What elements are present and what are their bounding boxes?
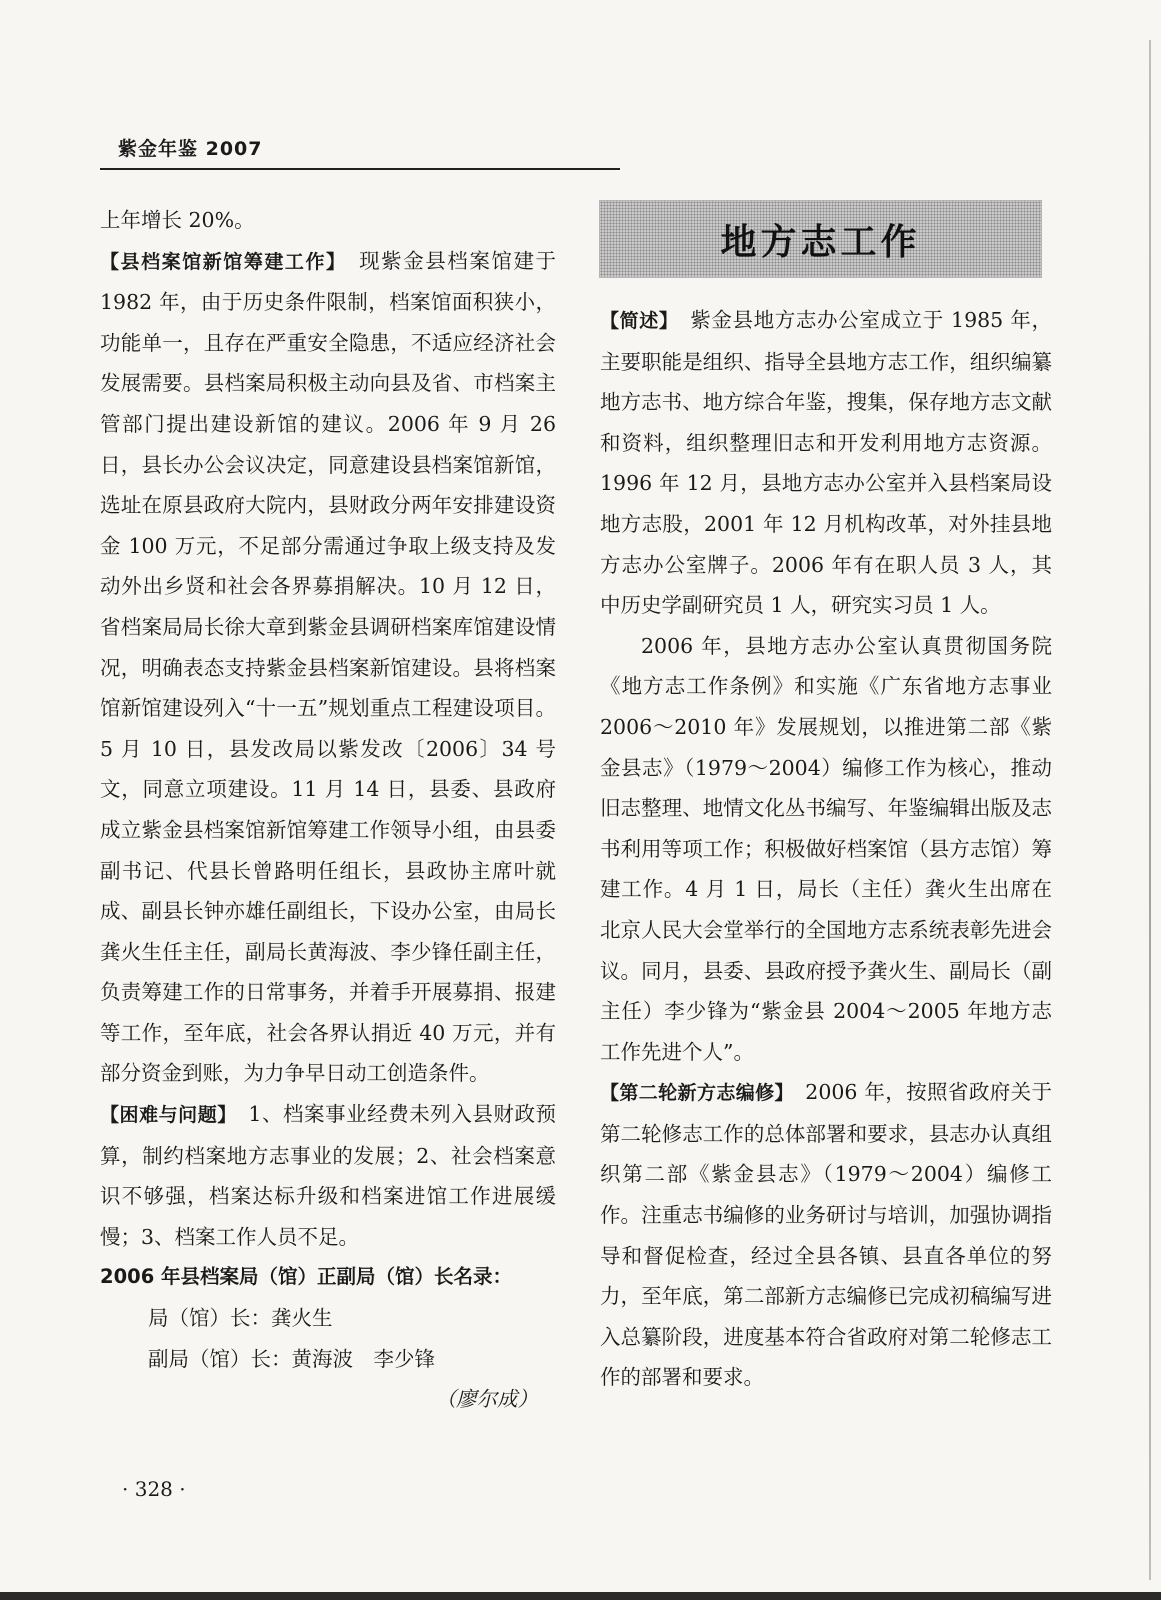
body-difficulties: 1、档案事业经费未列入县财政预算，制约档案地方志事业的发展；2、社会档案意识不够强，档案达标升级和档案进馆工作进展缓慢；3、档案工作人员不足。 xyxy=(100,1102,556,1249)
author-signature: （廖尔成） xyxy=(435,1387,538,1412)
heading-overview: 【简述】 xyxy=(600,310,670,332)
body-new-archive-building: 现紫金县档案馆建于 1982 年，由于历史条件限制，档案馆面积狭小，功能单一，且存在严重安全隐患，不适应经济社会发展需要。县档案局积极主动向县及省、市档案主管部门提出建设新馆的建议。2006 年 9 月 26 日，县长办公会议决定，同意建设县档案馆新馆，选址在原县政府大院内，县财政分两年安排建设资金 100 万元，不足部分需通过争取上级支持及发动外出乡贤和社会各界募捐解决。10 月 12 日，省档案局局长徐大章到紫金县调研档案库馆建设情况，明确表态支持紫金县档案新馆建设。县将档案馆新馆建设列入“十一五”规划重点工程建设项目。5 月 10 日，县发改局以紫发改〔2006〕34 号文，同意立项建设。11 月 14 日，县委、县政府成立紫金县档案馆新馆筹建工作领导小组，由县委副书记、代县长曾路明任组长，县政协主席叶就成、副县长钟亦雄任副组长，下设办公室，由局长龚火生任主任，副局长黄海波、李少锋任副主任，负责筹建工作的日常事务，并着手开展募捐、报建等工作，至年底，社会各界认捐近 40 万元，并有部分资金到账，为力争早日动工创造条件。 xyxy=(100,248,556,1086)
paragraph-overview xyxy=(600,300,1052,626)
section-banner xyxy=(599,200,1042,278)
roster-deputy: 副局（馆）长：黄海波 李少锋 xyxy=(148,1346,435,1371)
body-overview: 紫金县地方志办公室成立于 1985 年，主要职能是组织、指导全县地方志工作，组织编纂地方志书、地方综合年鉴，搜集，保存地方志文献和资料，组织整理旧志和开发利用地方志资源。1996 年 12 月，县地方志办公室并入县档案局设地方志股，2001 年 12 月机构改革，对外挂县地方志办公室牌子。2006 年有在职人员 3 人，其中历史学副研究员 1 人，研究实习员 1 人。 xyxy=(600,308,1052,618)
heading-second-round: 【第二轮新方志编修】 xyxy=(600,1082,785,1105)
paragraph-year-summary: 2006 年，县地方志办公室认真贯彻国务院《地方志工作条例》和实施《广东省地方志事业 2006～2010 年》发展规划，以推进第二部《紫金县志》（1979～2004）编修工作为核心，推动旧志整理、地情文化丛书编写、年鉴编辑出版及志书利用等项工作；积极做好档案馆（县方志馆）筹建工作。4 月 1 日，局长（主任）龚火生出席在北京人民大会堂举行的全国地方志系统表彰先进会议。同月，县委、县政府授予龚火生、副局长（副主任）李少锋为“紫金县 2004～2005 年地方志工作先进个人”。 xyxy=(600,633,1052,1064)
paragraph-new-archive-building xyxy=(100,241,556,1094)
paragraph-difficulties xyxy=(100,1094,556,1257)
scan-bottom-edge xyxy=(0,1592,1161,1600)
page-number: · 328 · xyxy=(122,1477,186,1501)
header-rule xyxy=(100,168,620,170)
section-title: 地方志工作 xyxy=(720,221,921,263)
roster-director: 局（馆）长：龚火生 xyxy=(148,1306,333,1331)
left-column xyxy=(100,200,556,1420)
paragraph-second-round xyxy=(600,1072,1052,1398)
roster-title: 2006 年县档案局（馆）正副局（馆）长名录： xyxy=(100,1265,513,1289)
heading-new-archive-building: 【县档案馆新馆筹建工作】 xyxy=(100,250,338,273)
right-column xyxy=(600,300,1052,1398)
body-second-round: 2006 年，按照省政府关于第二轮修志工作的总体部署和要求，县志办认真组织第二部《紫金县志》（1979～2004）编修工作。注重志书编修的业务研讨与培训，加强协调指导和督促检查，经过全县各镇、县直各单位的努力，至年底，第二部新方志编修已完成初稿编写进入总纂阶段，进度基本符合省政府对第二轮修志工作的部署和要求。 xyxy=(600,1080,1052,1390)
running-title: 紫金年鉴 2007 xyxy=(118,138,263,160)
scan-edge-shadow xyxy=(1149,40,1151,1580)
lead-in-text: 上年增长 20%。 xyxy=(100,208,255,232)
heading-difficulties: 【困难与问题】 xyxy=(100,1104,228,1127)
